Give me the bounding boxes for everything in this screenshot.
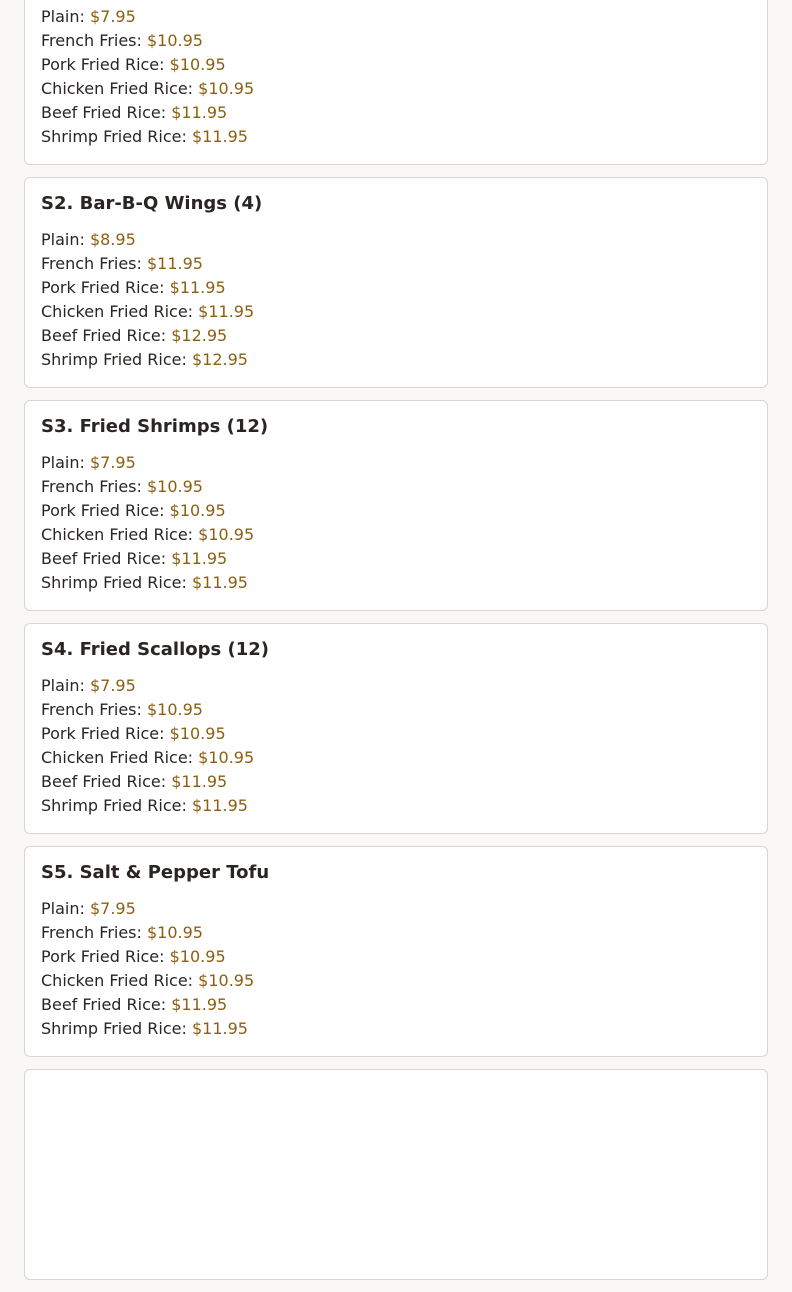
price-option [41, 897, 751, 921]
price-option [41, 77, 751, 101]
option-label: Chicken Fried Rice: [41, 525, 194, 544]
option-price: $11.95 [171, 103, 228, 122]
option-label: Pork Fried Rice: [41, 55, 165, 74]
option-label: French Fries: [41, 31, 142, 50]
price-options [41, 674, 751, 818]
price-option [41, 698, 751, 722]
price-options [41, 897, 751, 1041]
option-label: Plain: [41, 453, 85, 472]
price-option [41, 348, 751, 372]
option-label: Pork Fried Rice: [41, 724, 165, 743]
price-options [41, 228, 751, 372]
price-option [41, 746, 751, 770]
option-price: $10.95 [169, 947, 226, 966]
option-price: $7.95 [89, 453, 136, 472]
price-option [41, 451, 751, 475]
option-label: French Fries: [41, 700, 142, 719]
option-label: Beef Fried Rice: [41, 103, 167, 122]
menu-item-card-next [24, 1069, 768, 1280]
price-option [41, 945, 751, 969]
price-option [41, 722, 751, 746]
option-label: French Fries: [41, 254, 142, 273]
option-price: $12.95 [191, 350, 248, 369]
option-price: $10.95 [198, 79, 255, 98]
option-price: $11.95 [191, 796, 248, 815]
option-label: Chicken Fried Rice: [41, 79, 194, 98]
option-price: $11.95 [147, 254, 203, 273]
menu-item-list [24, 0, 768, 1292]
price-option [41, 499, 751, 523]
option-price: $7.95 [89, 676, 136, 695]
option-price: $10.95 [147, 700, 203, 719]
option-label: Pork Fried Rice: [41, 278, 165, 297]
price-option [41, 276, 751, 300]
option-price: $7.95 [89, 899, 136, 918]
option-price: $11.95 [171, 549, 228, 568]
option-price: $10.95 [198, 748, 255, 767]
option-label: French Fries: [41, 477, 142, 496]
menu-item-card [24, 623, 768, 834]
option-label: Pork Fried Rice: [41, 501, 165, 520]
option-price: $10.95 [147, 923, 203, 942]
option-label: Plain: [41, 230, 85, 249]
menu-item-card [24, 177, 768, 388]
option-label: Plain: [41, 899, 85, 918]
option-label: Beef Fried Rice: [41, 549, 167, 568]
menu-item-title: S5. Salt & Pepper Tofu [41, 862, 270, 883]
price-option [41, 1017, 751, 1041]
option-price: $10.95 [198, 971, 255, 990]
price-option [41, 53, 751, 77]
price-option [41, 969, 751, 993]
price-option [41, 252, 751, 276]
option-price: $11.95 [169, 278, 226, 297]
option-label: Chicken Fried Rice: [41, 748, 194, 767]
option-label: Beef Fried Rice: [41, 995, 167, 1014]
price-option [41, 300, 751, 324]
option-label: Shrimp Fried Rice: [41, 350, 187, 369]
option-label: Pork Fried Rice: [41, 947, 165, 966]
option-price: $10.95 [147, 31, 203, 50]
option-price: $8.95 [89, 230, 136, 249]
option-label: Shrimp Fried Rice: [41, 1019, 187, 1038]
price-option [41, 921, 751, 945]
option-price: $11.95 [191, 573, 248, 592]
price-option [41, 523, 751, 547]
price-option [41, 228, 751, 252]
option-label: Plain: [41, 7, 85, 26]
price-option [41, 547, 751, 571]
menu-item-title: S3. Fried Shrimps (12) [41, 416, 269, 437]
price-options [41, 5, 751, 149]
option-price: $10.95 [169, 501, 226, 520]
menu-item-card [24, 0, 768, 165]
price-option [41, 125, 751, 149]
option-label: Beef Fried Rice: [41, 772, 167, 791]
price-options [41, 451, 751, 595]
price-option [41, 993, 751, 1017]
option-price: $10.95 [169, 724, 226, 743]
option-price: $11.95 [171, 772, 228, 791]
option-price: $11.95 [198, 302, 255, 321]
option-label: Shrimp Fried Rice: [41, 573, 187, 592]
price-option [41, 324, 751, 348]
menu-item-title: S4. Fried Scallops (12) [41, 639, 269, 660]
option-label: Shrimp Fried Rice: [41, 127, 187, 146]
option-price: $11.95 [171, 995, 228, 1014]
option-price: $7.95 [89, 7, 136, 26]
option-label: Chicken Fried Rice: [41, 971, 194, 990]
price-option [41, 475, 751, 499]
option-price: $10.95 [147, 477, 203, 496]
option-label: Plain: [41, 676, 85, 695]
option-label: Beef Fried Rice: [41, 326, 167, 345]
price-option [41, 5, 751, 29]
option-label: French Fries: [41, 923, 142, 942]
price-option [41, 770, 751, 794]
option-price: $11.95 [191, 1019, 248, 1038]
option-label: Chicken Fried Rice: [41, 302, 194, 321]
option-price: $11.95 [191, 127, 248, 146]
price-option [41, 101, 751, 125]
price-option [41, 794, 751, 818]
menu-item-title: S2. Bar-B-Q Wings (4) [41, 193, 263, 214]
option-label: Shrimp Fried Rice: [41, 796, 187, 815]
menu-item-card [24, 846, 768, 1057]
menu-item-card [24, 400, 768, 611]
option-price: $12.95 [171, 326, 228, 345]
price-option [41, 674, 751, 698]
option-price: $10.95 [198, 525, 255, 544]
price-option [41, 29, 751, 53]
option-price: $10.95 [169, 55, 226, 74]
price-option [41, 571, 751, 595]
